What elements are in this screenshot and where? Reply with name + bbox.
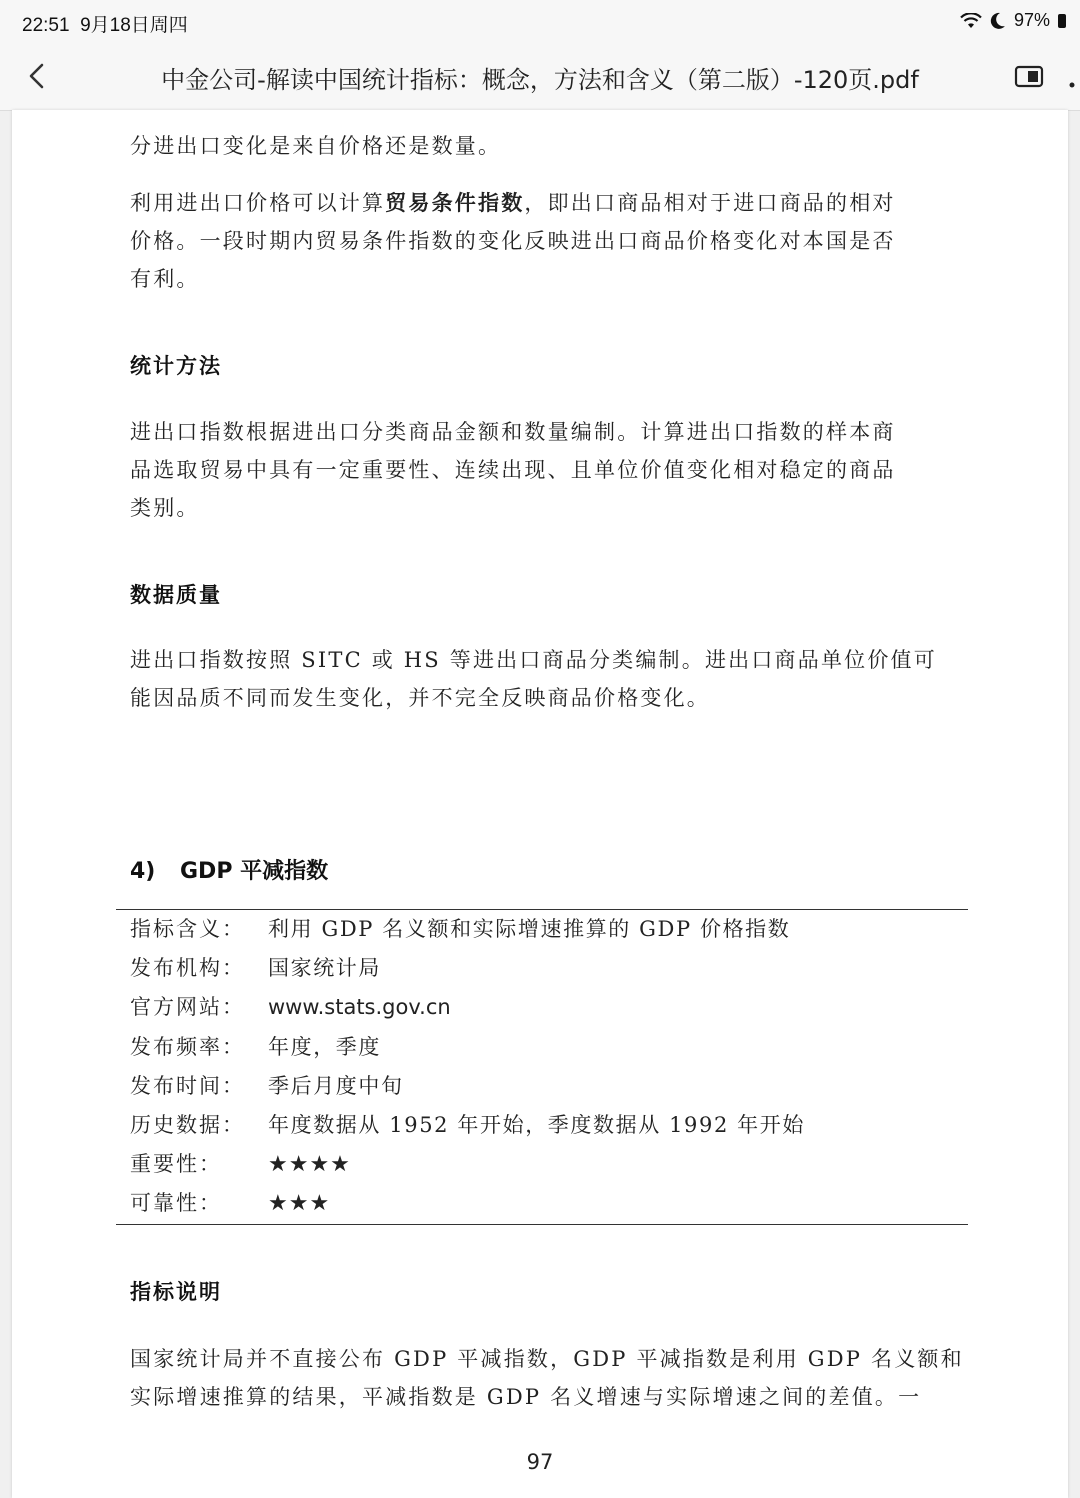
heading-data-quality: 数据质量 bbox=[130, 583, 222, 607]
table-row bbox=[116, 1145, 968, 1184]
paragraph-statistical-method bbox=[130, 413, 960, 527]
row-value: 国家统计局 bbox=[268, 956, 381, 981]
moon-icon bbox=[990, 12, 1006, 30]
text-line: 进出口指数根据进出口分类商品金额和数量编制。计算进出口指数的样本商 bbox=[130, 420, 896, 444]
table-row bbox=[116, 1067, 968, 1106]
paragraph-terms-of-trade bbox=[130, 184, 960, 298]
reader-mode-icon bbox=[1014, 64, 1046, 90]
nav-bar bbox=[0, 44, 1080, 111]
row-key: 可靠性： bbox=[130, 1191, 222, 1216]
table-row bbox=[116, 910, 968, 949]
status-time: 22:51 bbox=[22, 15, 70, 36]
table-row bbox=[116, 1184, 968, 1223]
status-date: 9月18日周四 bbox=[80, 15, 188, 36]
row-value: 年度，季度 bbox=[268, 1034, 381, 1059]
paragraph-intro-tail bbox=[130, 127, 960, 165]
paragraph-data-quality bbox=[130, 641, 960, 717]
battery-icon bbox=[1058, 13, 1066, 29]
importance-stars: ★★★★ bbox=[268, 1152, 351, 1178]
row-key: 发布频率： bbox=[130, 1034, 245, 1059]
table-row bbox=[116, 1028, 968, 1067]
status-time-date bbox=[22, 10, 188, 37]
text-line: 实际增速推算的结果，平减指数是 GDP 名义增速与实际增速之间的差值。一 bbox=[130, 1385, 922, 1409]
more-icon bbox=[1068, 81, 1076, 89]
text-line: 品选取贸易中具有一定重要性、连续出现、且单位价值变化相对稳定的商品 bbox=[130, 458, 896, 482]
table-row bbox=[116, 1106, 968, 1145]
page-number: 97 bbox=[526, 1450, 554, 1474]
row-value: 年度数据从 1952 年开始，季度数据从 1992 年开始 bbox=[268, 1112, 805, 1137]
row-value: 季后月度中旬 bbox=[268, 1073, 404, 1098]
row-key: 重要性： bbox=[130, 1152, 222, 1177]
heading-indicator-explanation: 指标说明 bbox=[130, 1280, 222, 1304]
official-website-link[interactable]: www.stats.gov.cn bbox=[268, 995, 451, 1020]
section-title: GDP 平减指数 bbox=[180, 859, 329, 884]
reliability-stars: ★★★ bbox=[268, 1191, 331, 1217]
row-key: 历史数据： bbox=[130, 1112, 245, 1137]
status-bar bbox=[0, 0, 1080, 44]
battery-percent: 97% bbox=[1013, 10, 1050, 30]
section-number: 4) bbox=[130, 859, 156, 884]
text-line: 分进出口变化是来自价格还是数量。 bbox=[130, 134, 502, 158]
row-key: 发布时间： bbox=[130, 1073, 245, 1098]
row-key: 指标含义： bbox=[130, 917, 245, 941]
table-row bbox=[116, 949, 968, 988]
indicator-info-table bbox=[116, 910, 968, 1224]
text-line: 价格。一段时期内贸易条件指数的变化反映进出口商品价格变化对本国是否 bbox=[130, 229, 896, 253]
text-line: 进出口指数按照 SITC 或 HS 等进出口商品分类编制。进出口商品单位价值可 bbox=[130, 648, 937, 672]
text-line: 利用进出口价格可以计算贸易条件指数，即出口商品相对于进口商品的相对 bbox=[130, 190, 896, 215]
heading-statistical-method: 统计方法 bbox=[130, 354, 222, 378]
text-line: 能因品质不同而发生变化，并不完全反映商品价格变化。 bbox=[130, 686, 710, 710]
reader-mode-button[interactable] bbox=[1014, 64, 1046, 90]
row-value: 利用 GDP 名义额和实际增速推算的 GDP 价格指数 bbox=[268, 917, 791, 941]
pdf-page bbox=[12, 110, 1068, 1498]
text-line: 有利。 bbox=[130, 267, 200, 291]
table-bottom-rule bbox=[116, 1224, 968, 1225]
row-key: 官方网站： bbox=[130, 995, 245, 1020]
term-terms-of-trade-index: 贸易条件指数 bbox=[385, 190, 525, 215]
text-line: 类别。 bbox=[130, 496, 200, 520]
document-title: 中金公司-解读中国统计指标：概念，方法和含义（第二版）-120页.pdf bbox=[161, 66, 919, 94]
table-row bbox=[116, 988, 968, 1027]
row-key: 发布机构： bbox=[130, 956, 245, 981]
more-button[interactable] bbox=[1068, 74, 1076, 82]
paragraph-indicator-explanation bbox=[130, 1340, 964, 1416]
section-heading-gdp-deflator bbox=[130, 854, 328, 885]
wifi-icon bbox=[960, 13, 982, 29]
text-line: 国家统计局并不直接公布 GDP 平减指数，GDP 平减指数是利用 GDP 名义额和 bbox=[130, 1347, 964, 1371]
status-indicators bbox=[960, 10, 1066, 31]
